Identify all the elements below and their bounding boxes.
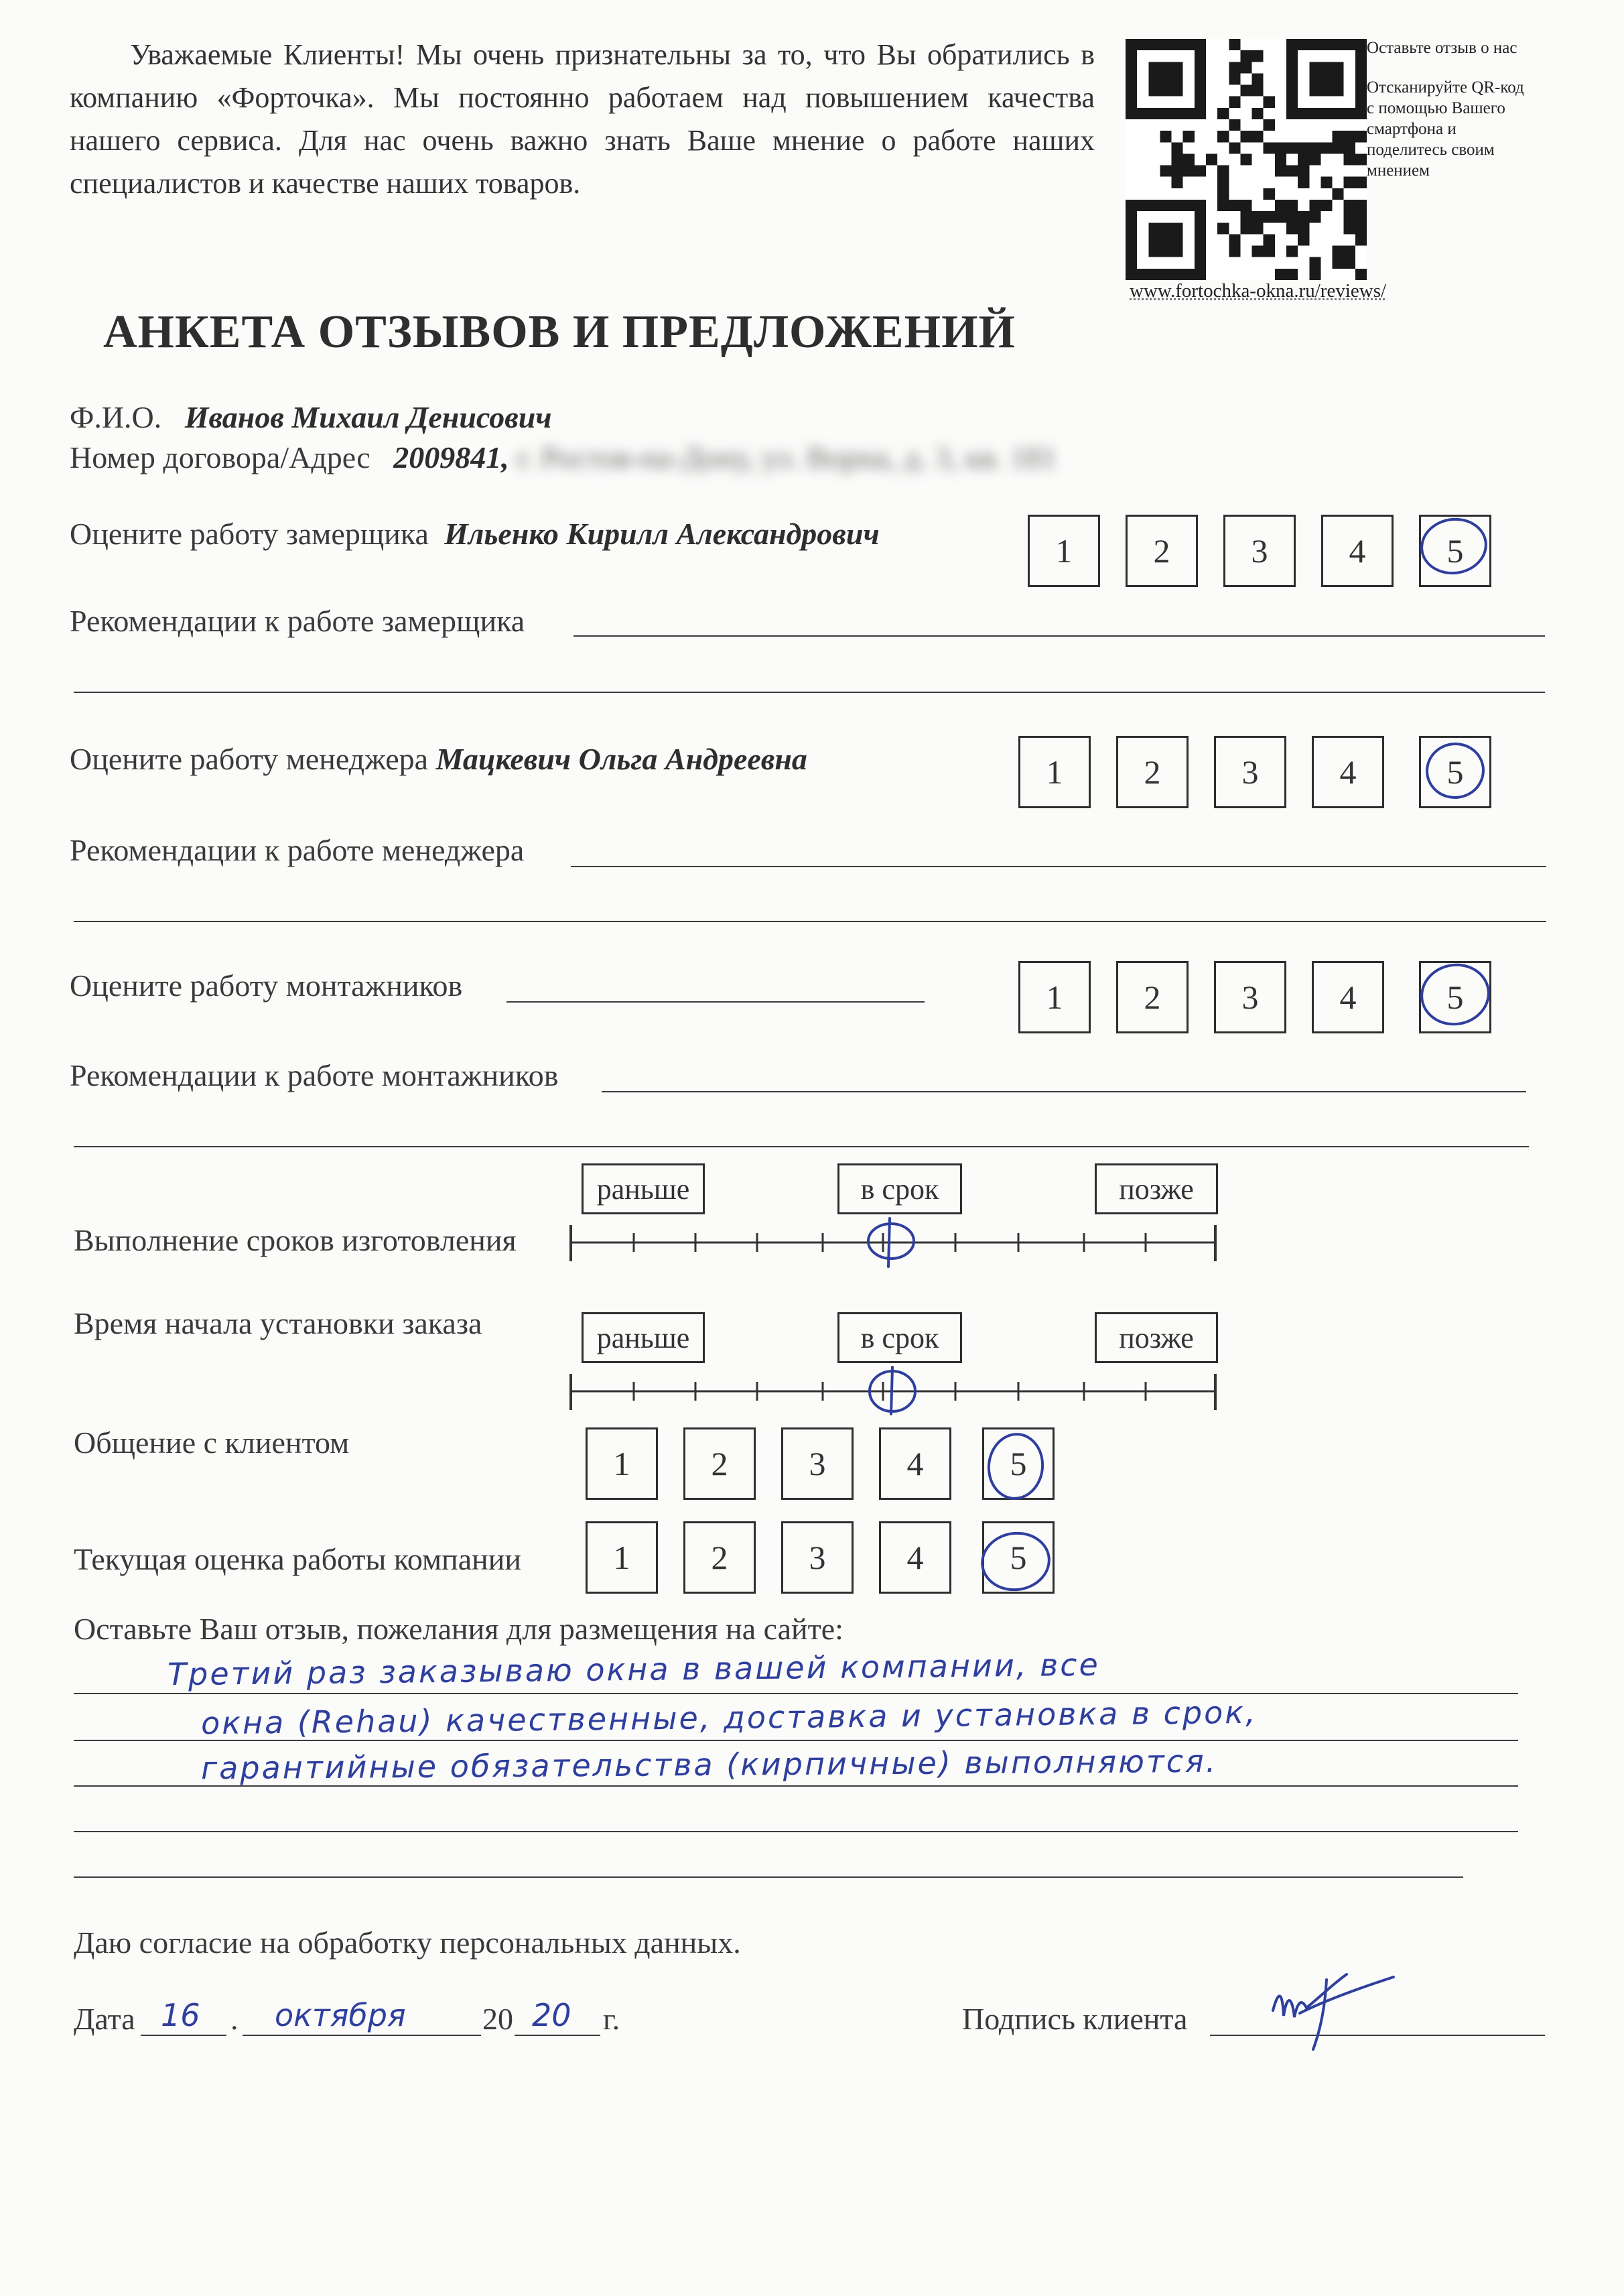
company-score-1[interactable]: 1 xyxy=(586,1521,658,1594)
production-ontime-label: в срок xyxy=(837,1163,962,1214)
manager-name: Мацкевич Ольга Андреевна xyxy=(435,742,807,776)
communication-score-5[interactable]: 5 xyxy=(982,1427,1055,1500)
manager-score-5[interactable]: 5 xyxy=(1419,736,1491,808)
installers-score-2[interactable]: 2 xyxy=(1116,961,1189,1033)
install-late-label: позже xyxy=(1095,1312,1218,1363)
communication-score-3[interactable]: 3 xyxy=(781,1427,854,1500)
review-text-line-2: окна (Rehau) качественные, доставка и установка в срок, xyxy=(200,1694,1258,1742)
date-year-prefix: 20 xyxy=(482,2002,513,2036)
measurer-score-4[interactable]: 4 xyxy=(1321,515,1394,587)
date-year-suffix: 20 xyxy=(532,1997,571,2033)
communication-score-4[interactable]: 4 xyxy=(879,1427,951,1500)
communication-score-5-circle xyxy=(986,1431,1046,1501)
review-label: Оставьте Ваш отзыв, пожелания для размещения на сайте: xyxy=(74,1612,843,1646)
production-ontime-mark xyxy=(868,1224,914,1259)
intro-text: Уважаемые Клиенты! Мы очень признательны за то, что Вы обратились в компанию «Форточка». Мы постоянно работаем над повышением качества нашего сервиса. Для нас очень важно знать Ваше мнение о работе наших специалистов и качестве наших товаров. xyxy=(70,38,1095,200)
contract-address: г. Ростов-на-Дону, ул. Ворна, д. 3, кв. 181 xyxy=(517,440,1057,474)
manager-score-1[interactable]: 1 xyxy=(1018,736,1091,808)
manager-recommend-label: Рекомендации к работе менеджера xyxy=(70,833,525,867)
fio-label: Ф.И.О. xyxy=(70,400,162,434)
date-day: 16 xyxy=(161,1997,200,2033)
measurer-score-5[interactable]: 5 xyxy=(1419,515,1491,587)
company-score-5-circle xyxy=(979,1529,1053,1594)
installers-recommend-label: Рекомендации к работе монтажников xyxy=(70,1058,559,1092)
company-score-3[interactable]: 3 xyxy=(781,1521,854,1594)
installers-score-5-circle xyxy=(1417,960,1493,1029)
installers-score-3[interactable]: 3 xyxy=(1214,961,1286,1033)
qr-caption-title: Оставьте отзыв о нас xyxy=(1367,39,1517,57)
install-early-label: раньше xyxy=(582,1312,705,1363)
communication-score-2[interactable]: 2 xyxy=(683,1427,756,1500)
contract-number: 2009841, xyxy=(393,440,509,474)
measurer-score-3[interactable]: 3 xyxy=(1223,515,1296,587)
communication-label: Общение с клиентом xyxy=(74,1425,350,1460)
production-early-label: раньше xyxy=(582,1163,705,1214)
installers-score-4[interactable]: 4 xyxy=(1312,961,1384,1033)
contract-label: Номер договора/Адрес xyxy=(70,440,370,474)
review-text-line-3: гарантийные обязательства (кирпичные) выполняются. xyxy=(200,1742,1218,1787)
date-dot: . xyxy=(230,2002,239,2036)
fio-value: Иванов Михаил Денисович xyxy=(184,400,552,434)
measurer-recommend-label: Рекомендации к работе замерщика xyxy=(70,604,525,638)
measurer-label: Оцените работу замерщика xyxy=(70,517,429,551)
reviews-url-link[interactable]: www.fortochka-okna.ru/reviews/ xyxy=(1130,280,1387,302)
form-title: АНКЕТА ОТЗЫВОВ И ПРЕДЛОЖЕНИЙ xyxy=(103,306,1016,358)
install-timing-label: Время начала установки заказа xyxy=(74,1306,482,1340)
qr-caption-instructions: Отсканируйте QR-код с помощью Вашего смартфона и поделитесь своим мнением xyxy=(1367,78,1524,180)
measurer-score-2[interactable]: 2 xyxy=(1126,515,1198,587)
manager-score-3[interactable]: 3 xyxy=(1214,736,1286,808)
measurer-score-5-circle xyxy=(1418,515,1489,578)
company-score-4[interactable]: 4 xyxy=(879,1521,951,1594)
install-ontime-label: в срок xyxy=(837,1312,962,1363)
review-text-line-1: Третий раз заказываю окна в вашей компании, все xyxy=(167,1646,1101,1693)
manager-score-4[interactable]: 4 xyxy=(1312,736,1384,808)
measurer-name: Ильенко Кирилл Александрович xyxy=(444,517,880,551)
production-late-label: позже xyxy=(1095,1163,1218,1214)
installers-score-1[interactable]: 1 xyxy=(1018,961,1091,1033)
installers-label: Оцените работу монтажников xyxy=(70,968,463,1003)
manager-label: Оцените работу менеджера xyxy=(70,742,429,776)
manager-score-2[interactable]: 2 xyxy=(1116,736,1189,808)
date-label: Дата xyxy=(74,2002,135,2036)
signature-label: Подпись клиента xyxy=(962,2002,1188,2036)
installers-score-5[interactable]: 5 xyxy=(1419,961,1491,1033)
company-score-5[interactable]: 5 xyxy=(982,1521,1055,1594)
consent-text: Даю согласие на обработку персональных данных. xyxy=(74,1925,741,1960)
company-score-2[interactable]: 2 xyxy=(683,1521,756,1594)
date-month: октября xyxy=(275,1997,406,2033)
measurer-score-1[interactable]: 1 xyxy=(1028,515,1100,587)
communication-score-1[interactable]: 1 xyxy=(586,1427,658,1500)
company-rating-label: Текущая оценка работы компании xyxy=(74,1542,522,1576)
manager-score-5-circle xyxy=(1424,741,1486,800)
date-suffix: г. xyxy=(603,2002,620,2036)
production-timing-label: Выполнение сроков изготовления xyxy=(74,1223,517,1257)
